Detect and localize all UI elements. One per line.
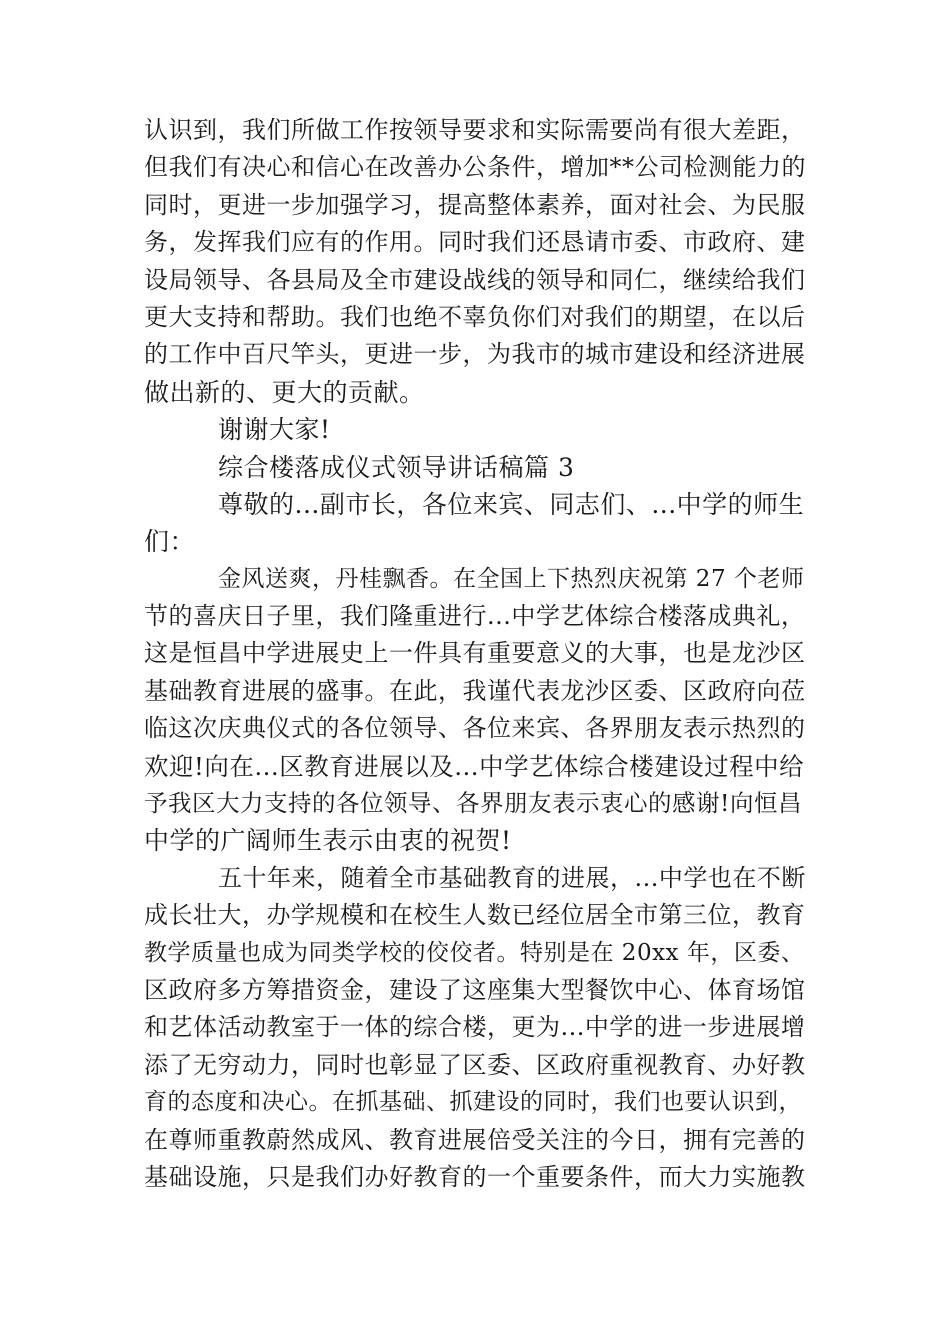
text-line: 尊敬的...副市长，各位来宾、同志们、...中学的师生	[218, 489, 805, 519]
text-line: 综合楼落成仪式领导讲话稿篇 3	[218, 452, 575, 482]
text-line: 在尊师重教蔚然成风、教育进展倍受关注的今日，拥有完善的	[144, 1125, 806, 1154]
text-line: 这是恒昌中学进展史上一件具有重要意义的大事，也是龙沙区	[144, 639, 806, 668]
text-line: 教学质量也成为同类学校的佼佼者。特别是在 20xx 年，区委、	[144, 939, 805, 966]
text-line: 做出新的、更大的贡献。	[144, 377, 425, 407]
text-line: 五十年来，随着全市基础教育的进展，...中学也在不断	[218, 863, 806, 892]
text-line: 区政府多方筹措资金，建设了这座集大型餐饮中心、体育场馆	[144, 975, 806, 1004]
text-line: 的工作中百尺竿头，更进一步，为我市的城市建设和经济进展	[144, 340, 806, 369]
text-line: 节的喜庆日子里，我们隆重进行...中学艺体综合楼落成典礼，	[144, 602, 806, 631]
text-line: 更大支持和帮助。我们也绝不辜负你们对我们的期望，在以后	[144, 302, 806, 331]
document-body	[144, 112, 814, 1196]
text-line: 中学的广阔师生表示由衷的祝贺!	[144, 826, 512, 856]
text-line: 设局领导、各县局及全市建设战线的领导和同仁，继续给我们	[144, 265, 806, 294]
text-line: 添了无穷动力，同时也彰显了区委、区政府重视教育、办好教	[144, 1050, 806, 1079]
text-line: 们：	[144, 527, 196, 557]
text-line: 但我们有决心和信心在改善办公条件，增加**公司检测能力的	[144, 153, 806, 182]
text-line: 育的态度和决心。在抓基础、抓建设的同时，我们也要认识到，	[144, 1089, 802, 1116]
text-line: 同时，更进一步加强学习，提高整体素养，面对社会、为民服	[144, 190, 806, 219]
text-line: 和艺体活动教室于一体的综合楼，更为...中学的进一步进展增	[144, 1013, 806, 1042]
text-line: 予我区大力支持的各位领导、各界朋友表示衷心的感谢!向恒昌	[144, 789, 802, 818]
text-line: 临这次庆典仪式的各位领导、各位来宾、各界朋友表示热烈的	[144, 714, 806, 743]
text-line: 基础教育进展的盛事。在此，我谨代表龙沙区委、区政府向莅	[144, 676, 806, 705]
text-line: 务，发挥我们应有的作用。同时我们还恳请市委、市政府、建	[144, 228, 806, 257]
text-line: 谢谢大家!	[218, 415, 331, 445]
text-line: 欢迎!向在...区教育进展以及...中学艺体综合楼建设过程中给	[144, 751, 805, 781]
text-line: 基础设施，只是我们办好教育的一个重要条件，而大力实施教	[144, 1162, 806, 1191]
text-line: 金风送爽，丹桂飘香。在全国上下热烈庆祝第 27 个老师	[218, 565, 805, 592]
text-line: 成长壮大，办学规模和在校生人数已经位居全市第三位，教育	[144, 901, 806, 930]
text-line: 认识到，我们所做工作按领导要求和实际需要尚有很大差距，	[144, 116, 806, 144]
